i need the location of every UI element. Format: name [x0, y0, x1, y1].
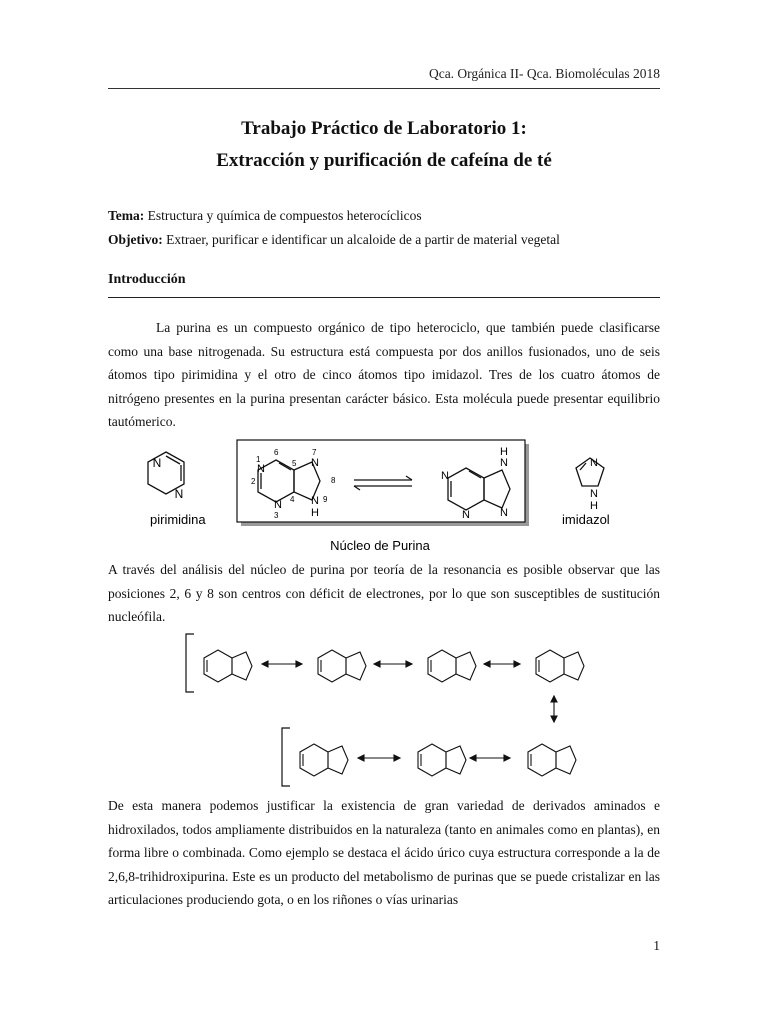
resonance-structure-1 [204, 650, 252, 682]
tautomer-n1: N [441, 470, 449, 482]
purine-n9: N [311, 495, 319, 507]
running-header: Qca. Orgánica II- Qca. Biomoléculas 2018 [428, 66, 660, 81]
tautomer-n3: N [462, 509, 470, 521]
purine-n7: N [311, 457, 319, 469]
pos-4: 4 [290, 495, 295, 504]
bracket-row1 [186, 634, 194, 692]
purine-n1: N [257, 463, 265, 475]
objetivo-line [108, 232, 660, 248]
document-title-line2: Extracción y purificación de cafeína de té [216, 150, 552, 171]
tema-text: Estructura y química de compuestos heterocíclicos [147, 208, 422, 223]
objetivo-label: Objetivo: [108, 232, 163, 247]
resonance-structure-6 [418, 744, 466, 776]
pos-7: 7 [312, 448, 317, 457]
resonance-figure [108, 628, 660, 790]
section-rule [108, 297, 660, 298]
resonance-structure-5 [300, 744, 348, 776]
pos-8: 8 [331, 476, 336, 485]
pyrimidine-label: pirimidina [150, 512, 206, 527]
tautomer-n7: N [500, 457, 508, 469]
section-title: Introducción [108, 272, 186, 287]
paragraph-derivatives: De esta manera podemos justificar la existencia de gran variedad de derivados aminados e hidroxilados, todos ampliamente distribuidos en la naturaleza (tanto en animales como en plantas), en forma libre o combinada. Como ejemplo se destaca el ácido úrico cuya estructura corresponde a la de 2,6,8-trihidroxipurina. Este es un producto del metabolismo de purinas que se puede cristalizar en las articulaciones produciendo gota, o en los riñones o vías urinarias [108, 798, 660, 908]
paragraph-purina: La purina es un compuesto orgánico de tipo heterociclo, que también puede clasificarse como una base nitrogenada. Su estructura está compuesta por dos anillos fusionados, uno de seis átomos tipo pirimidina y el otro de cinco átomos tipo imidazol. Tres de los cuatro átomos de nitrógeno presentes en la purina presentan carácter básico. Esta molécula puede presentar equilibrio tautómerico. [108, 320, 660, 430]
page-number: 1 [653, 938, 660, 953]
tema-label: Tema: [108, 208, 145, 223]
pos-1: 1 [256, 455, 261, 464]
resonance-structure-2 [318, 650, 366, 682]
tautomer-h7: H [500, 446, 508, 458]
resonance-structure-4 [536, 650, 584, 682]
header-rule [108, 88, 660, 89]
imidazole-h: H [590, 500, 598, 512]
imidazole-n-bottom: N [590, 488, 598, 500]
imidazole-label: imidazol [562, 512, 610, 527]
pos-6: 6 [274, 448, 279, 457]
resonance-arrows-row2 [358, 755, 510, 761]
resonance-structure-3 [428, 650, 476, 682]
pos-3: 3 [274, 511, 279, 520]
tautomer-n9: N [500, 507, 508, 519]
paragraph-resonance: A través del análisis del núcleo de purina por teoría de la resonancia es posible observar que las posiciones 2, 6 y 8 son centros con déficit de electrones, por lo que son susceptibles de sustitución nucleófila. [108, 562, 660, 625]
tema-line [108, 208, 660, 224]
pyrimidine-n-top: N [152, 456, 162, 470]
purine-figure [108, 438, 660, 558]
pos-2: 2 [251, 477, 256, 486]
purine-n3: N [274, 499, 282, 511]
figure-caption: Núcleo de Purina [330, 538, 430, 553]
bracket-row2 [282, 728, 290, 786]
resonance-arrows-row1 [262, 661, 557, 722]
pos-9: 9 [323, 495, 328, 504]
pos-5: 5 [292, 459, 297, 468]
purine-h9: H [311, 507, 319, 519]
imidazole-n-top: N [590, 457, 598, 469]
pyrimidine-n-bottom: N [174, 487, 184, 501]
objetivo-text: Extraer, purificar e identificar un alcaloide de a partir de material vegetal [166, 232, 560, 247]
resonance-structure-7 [528, 744, 576, 776]
document-title-line1: Trabajo Práctico de Laboratorio 1: [241, 118, 527, 139]
